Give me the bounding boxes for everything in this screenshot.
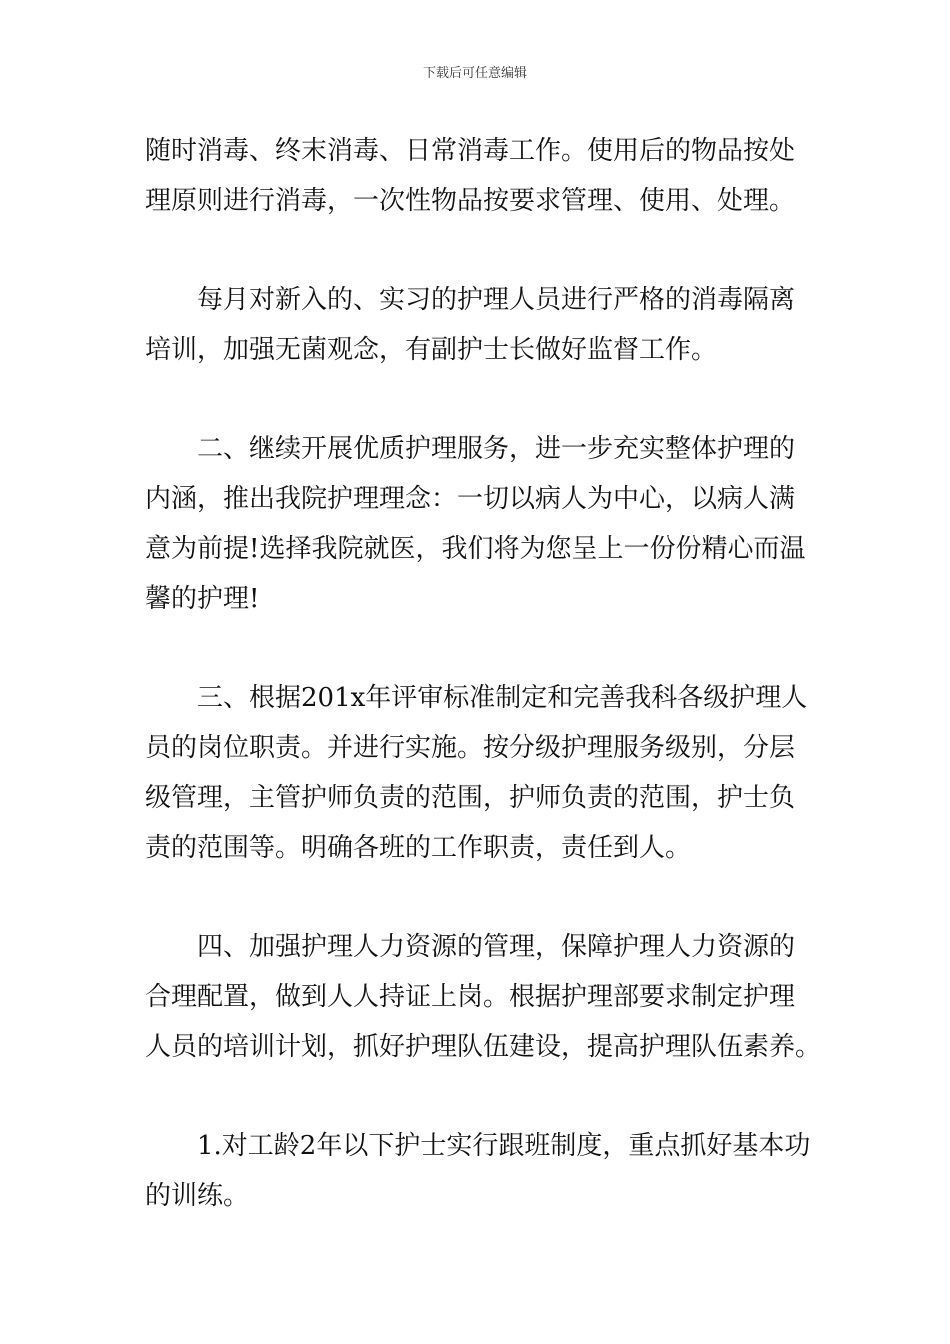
- paragraph-line: 理原则进行消毒，一次性物品按要求管理、使用、处理。: [145, 186, 796, 216]
- paragraph-gap: [145, 873, 815, 922]
- paragraph-line: 四、加强护理人力资源的管理，保障护理人力资源的: [197, 932, 796, 962]
- paragraph-line: 1.对工龄2年以下护士实行跟班制度，重点抓好基本功: [197, 1131, 811, 1161]
- paragraph-line: 责的范围等。明确各班的工作职责，责任到人。: [145, 833, 692, 863]
- paragraph-2: [145, 275, 815, 375]
- paragraph-line: 每月对新入的、实习的护理人员进行严格的消毒隔离: [197, 285, 796, 315]
- paragraph-line: 的训练。: [145, 1181, 250, 1211]
- paragraph-gap: [145, 226, 815, 275]
- page-header: 下载后可任意编辑: [422, 66, 527, 81]
- paragraph-gap: [145, 375, 815, 424]
- paragraph-gap: [145, 624, 815, 673]
- paragraph-6: [145, 1121, 815, 1221]
- paragraph-line: 培训，加强无菌观念，有副护士长做好监督工作。: [145, 335, 718, 365]
- paragraph-line: 内涵，推出我院护理理念：一切以病人为中心，以病人满: [145, 484, 796, 514]
- paragraph-1: [145, 126, 815, 226]
- document-body: [145, 126, 822, 1221]
- paragraph-line: 二、继续开展优质护理服务，进一步充实整体护理的: [197, 434, 796, 464]
- paragraph-line: 随时消毒、终末消毒、日常消毒工作。使用后的物品按处: [145, 136, 796, 166]
- paragraph-line: 人员的培训计划，抓好护理队伍建设，提高护理队伍素养。: [145, 1032, 822, 1062]
- paragraph-gap: [145, 1072, 815, 1121]
- paragraph-5: [145, 922, 822, 1072]
- paragraph-4: [145, 673, 815, 873]
- paragraph-line: 三、根据201x年评审标准制定和完善我科各级护理人: [197, 683, 808, 713]
- paragraph-line: 意为前提!选择我院就医，我们将为您呈上一份份精心而温: [145, 534, 806, 564]
- paragraph-line: 级管理，主管护师负责的范围，护师负责的范围，护士负: [145, 783, 796, 813]
- paragraph-line: 员的岗位职责。并进行实施。按分级护理服务级别，分层: [145, 733, 796, 763]
- paragraph-3: [145, 424, 815, 624]
- paragraph-line: 馨的护理!: [145, 584, 260, 614]
- paragraph-line: 合理配置，做到人人持证上岗。根据护理部要求制定护理: [145, 982, 796, 1012]
